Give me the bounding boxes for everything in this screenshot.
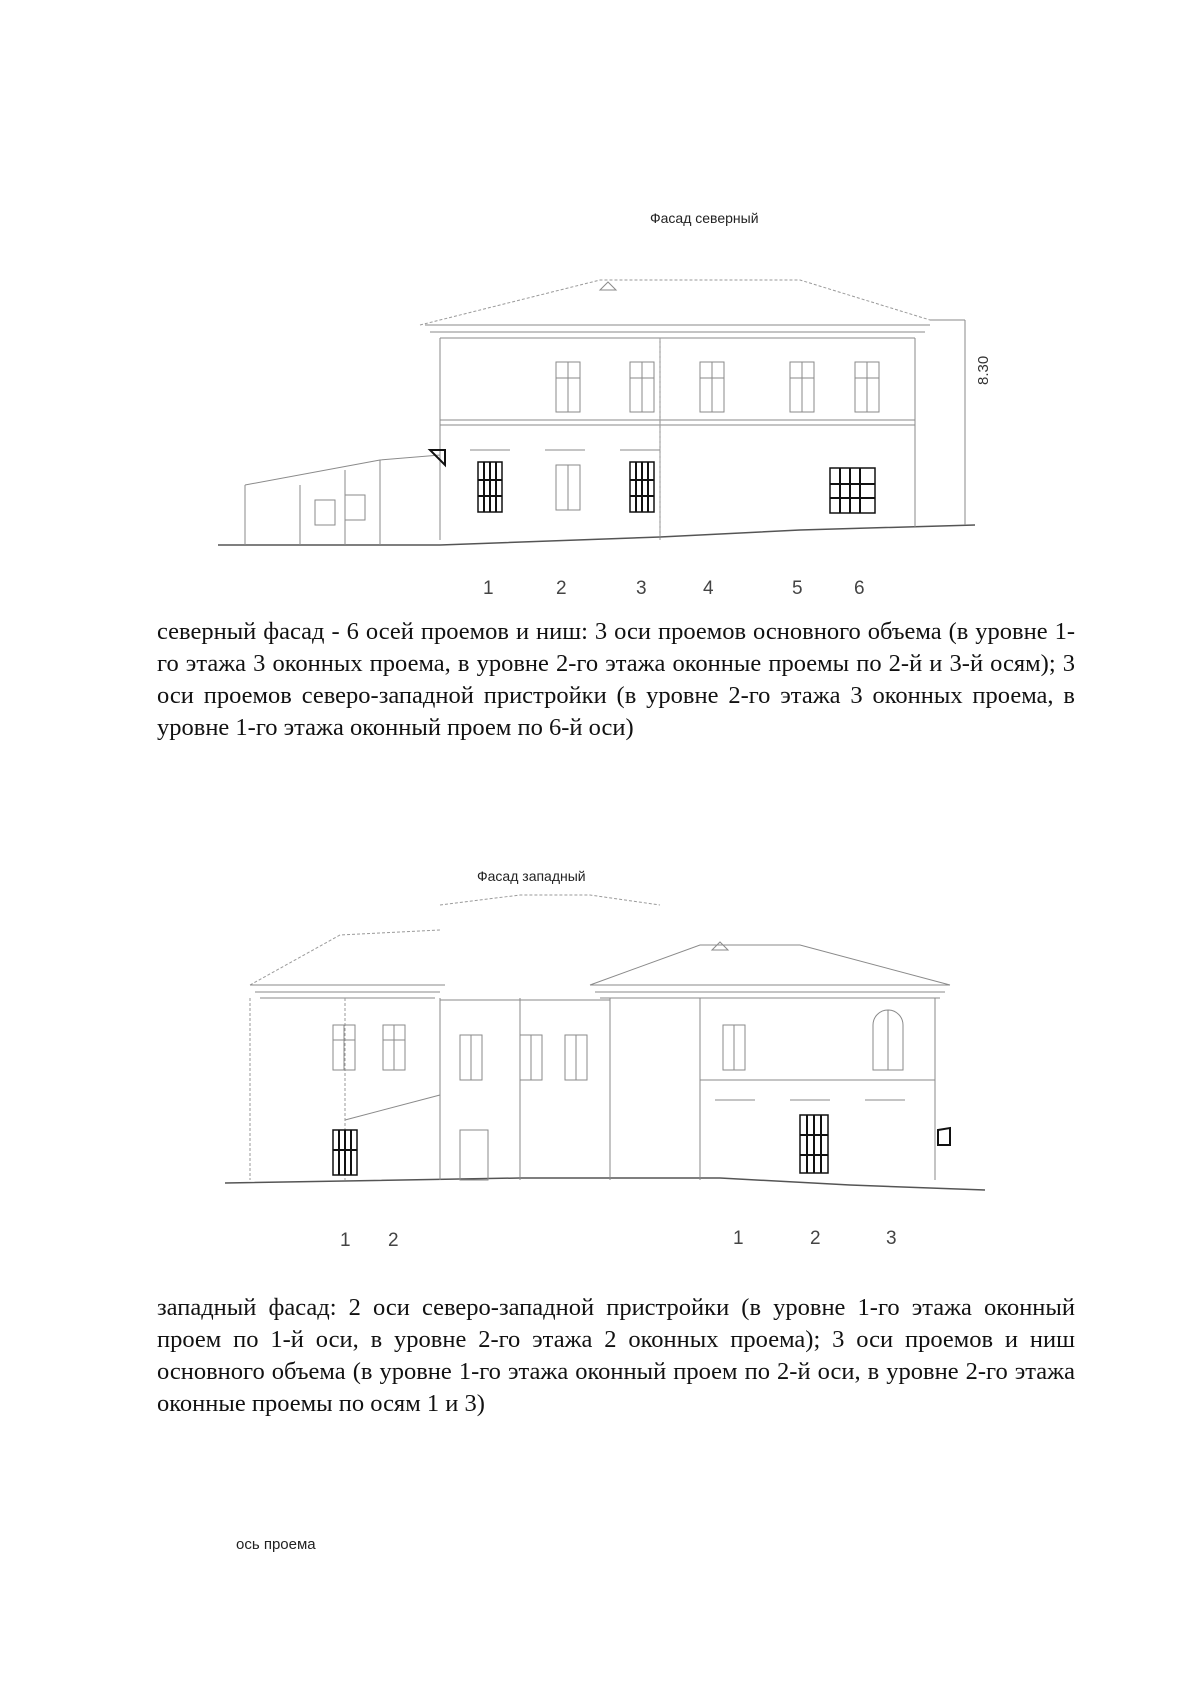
- west-facade-title: Фасад западный: [477, 868, 586, 884]
- north-dimension-label: 8.30: [975, 355, 992, 385]
- west-upper-windows: [333, 1010, 903, 1080]
- west-axis-right-3: 3: [886, 1228, 897, 1249]
- north-axis-5: 5: [792, 578, 803, 599]
- west-axis-right-1: 1: [733, 1228, 744, 1249]
- legend-label: ось проема: [236, 1536, 316, 1553]
- north-axis-6: 6: [854, 578, 865, 599]
- north-facade-description: северный фасад - 6 осей проемов и ниш: 3 оси проемов основного объема (в уровне 1-го этажа 3 оконных проема, в уровне 2-го этажа оконные проемы по 2-й и 3-й осям); 3 оси проемов северо-западной пристройки (в уровне 2-го этажа 3 оконных проема, в уровне 1-го этажа оконный проем по 6-й оси): [157, 618, 1075, 741]
- north-upper-windows: [556, 362, 879, 412]
- north-facade-title: Фасад северный: [650, 210, 759, 226]
- west-axis-left-2: 2: [388, 1230, 399, 1251]
- west-axis-left-1: 1: [340, 1230, 351, 1251]
- north-axis-3: 3: [636, 578, 647, 599]
- north-axis-2: 2: [556, 578, 567, 599]
- north-grille-window-6: [830, 468, 875, 513]
- west-facade-description: западный фасад: 2 оси северо-западной пристройки (в уровне 1-го этажа оконный проем по 1-й оси, в уровне 2-го этажа 2 оконных проема); 3 оси проемов и ниш основного объема (в уровне 1-го этажа оконный проем по 2-й оси, в уровне 2-го этажа оконные проемы по осям 1 и 3): [157, 1294, 1075, 1417]
- west-axis-right-2: 2: [810, 1228, 821, 1249]
- north-facade-drawing: [0, 250, 1200, 550]
- west-facade-drawing: [0, 890, 1200, 1210]
- north-axis-4: 4: [703, 578, 714, 599]
- north-axis-1: 1: [483, 578, 494, 599]
- ground-line: [218, 525, 975, 545]
- ground-line: [225, 1178, 985, 1190]
